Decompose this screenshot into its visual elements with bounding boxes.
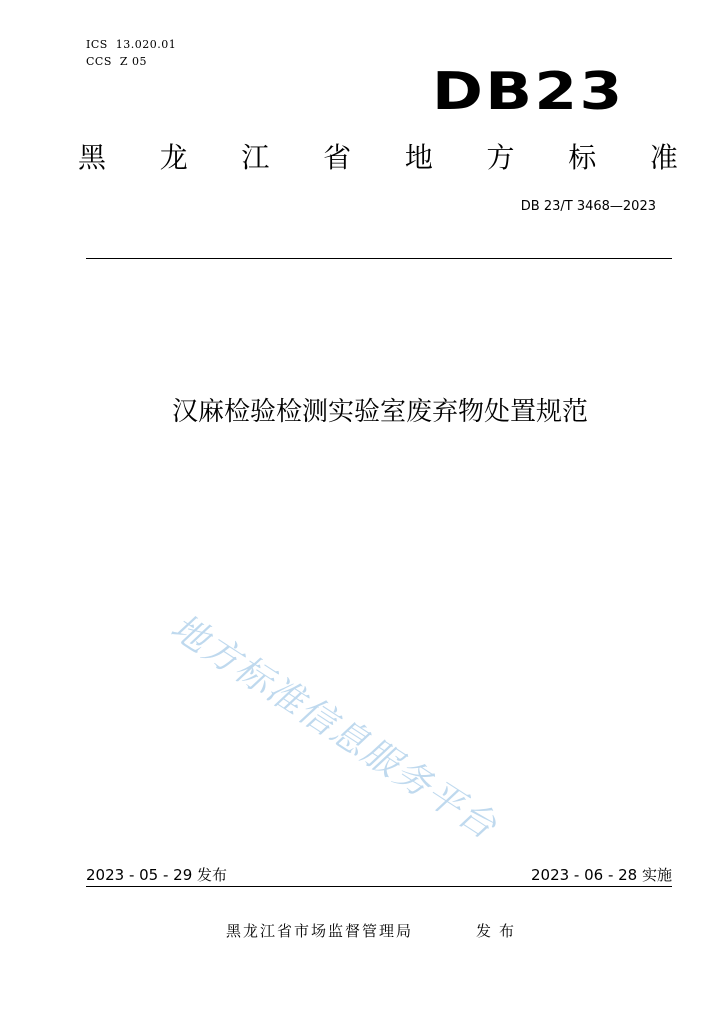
heading-char: 龙 [159, 141, 188, 174]
heading-char: 方 [486, 141, 515, 174]
province-standard-heading [78, 140, 678, 176]
heading-char: 省 [323, 141, 352, 174]
bottom-divider [86, 886, 672, 887]
heading-char: 黑 [78, 141, 107, 174]
ics-code: ICS 13.020.01 [86, 38, 177, 51]
ccs-code: CCS Z 05 [86, 55, 147, 68]
publish-date: 2023 - 05 - 29 发布 [86, 866, 228, 884]
top-divider [86, 258, 672, 259]
implement-date: 2023 - 06 - 28 实施 [530, 866, 672, 884]
heading-char: 标 [568, 141, 597, 174]
heading-char: 地 [404, 141, 433, 174]
issuing-authority: 黑龙江省市场监督管理局 [226, 922, 414, 940]
heading-char: 准 [649, 141, 678, 174]
watermark: 地方标准信息服务平台 [163, 606, 505, 849]
db23-logo: DB23 [432, 62, 625, 122]
heading-char: 江 [241, 141, 270, 174]
document-title: 汉麻检验检测实验室废弃物处置规范 [171, 397, 588, 427]
issue-label: 发布 [476, 922, 523, 940]
standard-number: DB 23/T 3468—2023 [520, 199, 656, 214]
classification-codes [86, 36, 176, 70]
